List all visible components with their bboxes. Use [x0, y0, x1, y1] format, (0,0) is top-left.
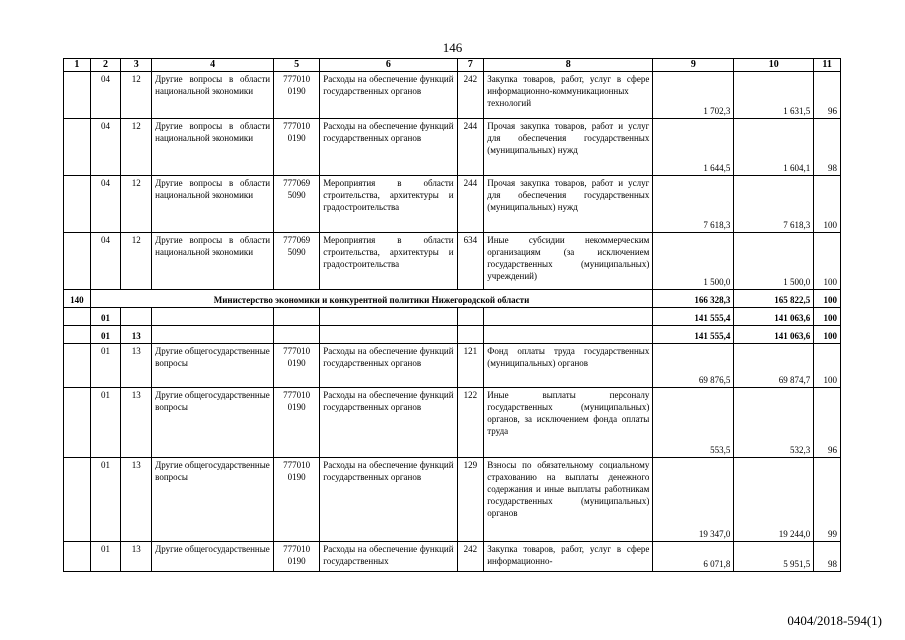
target-article-cell: 777010 0190 [274, 458, 320, 542]
subsection-cell: 13 [121, 326, 152, 344]
section-name-cell: Другие общегосударственные [152, 542, 274, 572]
subsection-cell: 12 [121, 233, 152, 290]
target-article-cell: 777069 5090 [274, 176, 320, 233]
approved-amount-cell: 166 328,3 [653, 290, 734, 308]
executed-amount-cell: 141 063,6 [734, 326, 814, 344]
expense-type-name-cell [484, 308, 653, 326]
header-cell: 10 [734, 59, 814, 72]
col1-cell [64, 308, 91, 326]
section-name-cell: Другие вопросы в области национальной экономики [152, 176, 274, 233]
expense-type-name-cell: Фонд оплаты труда государственных (муниципальных) органов [484, 344, 653, 388]
section-name-cell: Другие вопросы в области национальной экономики [152, 72, 274, 119]
target-article-name-cell: Мероприятия в области строительства, архитектуры и градостроительства [320, 176, 457, 233]
table-row [64, 388, 841, 458]
col1-cell [64, 233, 91, 290]
percent-cell: 98 [814, 119, 841, 176]
executed-amount-cell: 1 631,5 [734, 72, 814, 119]
target-article-cell [274, 308, 320, 326]
percent-cell: 100 [814, 290, 841, 308]
table-row [64, 176, 841, 233]
header-cell: 8 [484, 59, 653, 72]
header-cell: 6 [320, 59, 457, 72]
header-cell: 7 [457, 59, 484, 72]
expense-type-cell [457, 326, 484, 344]
expense-type-cell: 242 [457, 72, 484, 119]
expense-type-name-cell: Прочая закупка товаров, работ и услуг для обеспечения государственных (муниципальных) нужд [484, 176, 653, 233]
approved-amount-cell: 6 071,8 [653, 542, 734, 572]
section-cell: 01 [90, 308, 121, 326]
subsection-cell: 13 [121, 458, 152, 542]
target-article-cell: 777010 0190 [274, 119, 320, 176]
section-name-cell: Другие общегосударственные вопросы [152, 344, 274, 388]
percent-cell: 96 [814, 72, 841, 119]
table-header-row [64, 59, 841, 72]
section-name-cell: Другие общегосударственные вопросы [152, 388, 274, 458]
section-name-cell [152, 308, 274, 326]
target-article-cell: 777010 0190 [274, 388, 320, 458]
percent-cell: 100 [814, 308, 841, 326]
col1-cell [64, 176, 91, 233]
target-article-name-cell [320, 326, 457, 344]
section-cell: 01 [90, 326, 121, 344]
subsection-total-row [64, 326, 841, 344]
section-name-cell: Другие общегосударственные вопросы [152, 458, 274, 542]
header-cell: 2 [90, 59, 121, 72]
executed-amount-cell: 69 874,7 [734, 344, 814, 388]
expense-type-cell: 244 [457, 119, 484, 176]
percent-cell: 100 [814, 233, 841, 290]
expense-type-name-cell: Взносы по обязательному социальному страхованию на выплаты денежного содержания и иные выплаты работникам государственных (муниципальных) органов [484, 458, 653, 542]
table-row [64, 458, 841, 542]
col1-cell [64, 458, 91, 542]
section-name-cell: Другие вопросы в области национальной экономики [152, 119, 274, 176]
expense-type-cell [457, 308, 484, 326]
approved-amount-cell: 19 347,0 [653, 458, 734, 542]
section-cell: 01 [90, 344, 121, 388]
section-cell: 04 [90, 119, 121, 176]
section-cell: 04 [90, 233, 121, 290]
section-cell: 01 [90, 542, 121, 572]
expense-type-cell: 244 [457, 176, 484, 233]
header-cell: 4 [152, 59, 274, 72]
percent-cell: 100 [814, 326, 841, 344]
header-cell: 11 [814, 59, 841, 72]
subsection-cell: 12 [121, 176, 152, 233]
header-cell: 5 [274, 59, 320, 72]
executed-amount-cell: 7 618,3 [734, 176, 814, 233]
approved-amount-cell: 1 702,3 [653, 72, 734, 119]
subsection-cell: 13 [121, 542, 152, 572]
percent-cell: 98 [814, 542, 841, 572]
col1-cell [64, 542, 91, 572]
target-article-name-cell: Мероприятия в области строительства, архитектуры и градостроительства [320, 233, 457, 290]
executed-amount-cell: 141 063,6 [734, 308, 814, 326]
expense-type-cell: 242 [457, 542, 484, 572]
percent-cell: 100 [814, 176, 841, 233]
executed-amount-cell: 165 822,5 [734, 290, 814, 308]
budget-table [63, 58, 841, 572]
approved-amount-cell: 141 555,4 [653, 308, 734, 326]
executed-amount-cell: 1 604,1 [734, 119, 814, 176]
percent-cell: 99 [814, 458, 841, 542]
table-row [64, 119, 841, 176]
expense-type-name-cell: Закупка товаров, работ, услуг в сфере информационно-коммуникационных технологий [484, 72, 653, 119]
approved-amount-cell: 1 644,5 [653, 119, 734, 176]
expense-type-name-cell: Прочая закупка товаров, работ и услуг для обеспечения государственных (муниципальных) нужд [484, 119, 653, 176]
document-code: 0404/2018-594(1) [787, 613, 882, 628]
expense-type-cell: 121 [457, 344, 484, 388]
target-article-name-cell: Расходы на обеспечение функций государственных [320, 542, 457, 572]
col1-cell [64, 326, 91, 344]
header-cell: 3 [121, 59, 152, 72]
target-article-name-cell: Расходы на обеспечение функций государственных органов [320, 458, 457, 542]
ministry-code-cell: 140 [64, 290, 91, 308]
executed-amount-cell: 1 500,0 [734, 233, 814, 290]
section-cell: 01 [90, 458, 121, 542]
executed-amount-cell: 5 951,5 [734, 542, 814, 572]
target-article-cell [274, 326, 320, 344]
table-row [64, 233, 841, 290]
subsection-cell: 13 [121, 388, 152, 458]
subsection-cell: 12 [121, 72, 152, 119]
subsection-cell: 12 [121, 119, 152, 176]
col1-cell [64, 72, 91, 119]
target-article-cell: 777010 0190 [274, 542, 320, 572]
section-name-cell [152, 326, 274, 344]
table-row [64, 542, 841, 572]
subsection-cell [121, 308, 152, 326]
header-cell: 9 [653, 59, 734, 72]
table-row [64, 344, 841, 388]
section-name-cell: Другие вопросы в области национальной экономики [152, 233, 274, 290]
section-total-row [64, 308, 841, 326]
percent-cell: 100 [814, 344, 841, 388]
target-article-name-cell: Расходы на обеспечение функций государственных органов [320, 119, 457, 176]
subsection-cell: 13 [121, 344, 152, 388]
target-article-cell: 777010 0190 [274, 344, 320, 388]
col1-cell [64, 119, 91, 176]
expense-type-name-cell: Иные выплаты персоналу государственных (муниципальных) органов, за исключением фонда оплаты труда [484, 388, 653, 458]
col1-cell [64, 388, 91, 458]
percent-cell: 96 [814, 388, 841, 458]
expense-type-cell: 129 [457, 458, 484, 542]
header-cell: 1 [64, 59, 91, 72]
approved-amount-cell: 69 876,5 [653, 344, 734, 388]
section-cell: 04 [90, 72, 121, 119]
target-article-cell: 777069 5090 [274, 233, 320, 290]
table-row [64, 72, 841, 119]
executed-amount-cell: 19 244,0 [734, 458, 814, 542]
expense-type-name-cell: Иные субсидии некоммерческим организациям (за исключением государственных (муниципальных) учреждений) [484, 233, 653, 290]
ministry-row [64, 290, 841, 308]
executed-amount-cell: 532,3 [734, 388, 814, 458]
expense-type-name-cell: Закупка товаров, работ, услуг в сфере информационно- [484, 542, 653, 572]
target-article-name-cell: Расходы на обеспечение функций государственных органов [320, 388, 457, 458]
page-number: 146 [442, 40, 463, 55]
ministry-title-cell: Министерство экономики и конкурентной политики Нижегородской области [90, 290, 653, 308]
section-cell: 04 [90, 176, 121, 233]
target-article-cell: 777010 0190 [274, 72, 320, 119]
target-article-name-cell [320, 308, 457, 326]
approved-amount-cell: 7 618,3 [653, 176, 734, 233]
expense-type-name-cell [484, 326, 653, 344]
expense-type-cell: 122 [457, 388, 484, 458]
expense-type-cell: 634 [457, 233, 484, 290]
col1-cell [64, 344, 91, 388]
approved-amount-cell: 553,5 [653, 388, 734, 458]
target-article-name-cell: Расходы на обеспечение функций государственных органов [320, 344, 457, 388]
section-cell: 01 [90, 388, 121, 458]
target-article-name-cell: Расходы на обеспечение функций государственных органов [320, 72, 457, 119]
approved-amount-cell: 1 500,0 [653, 233, 734, 290]
approved-amount-cell: 141 555,4 [653, 326, 734, 344]
